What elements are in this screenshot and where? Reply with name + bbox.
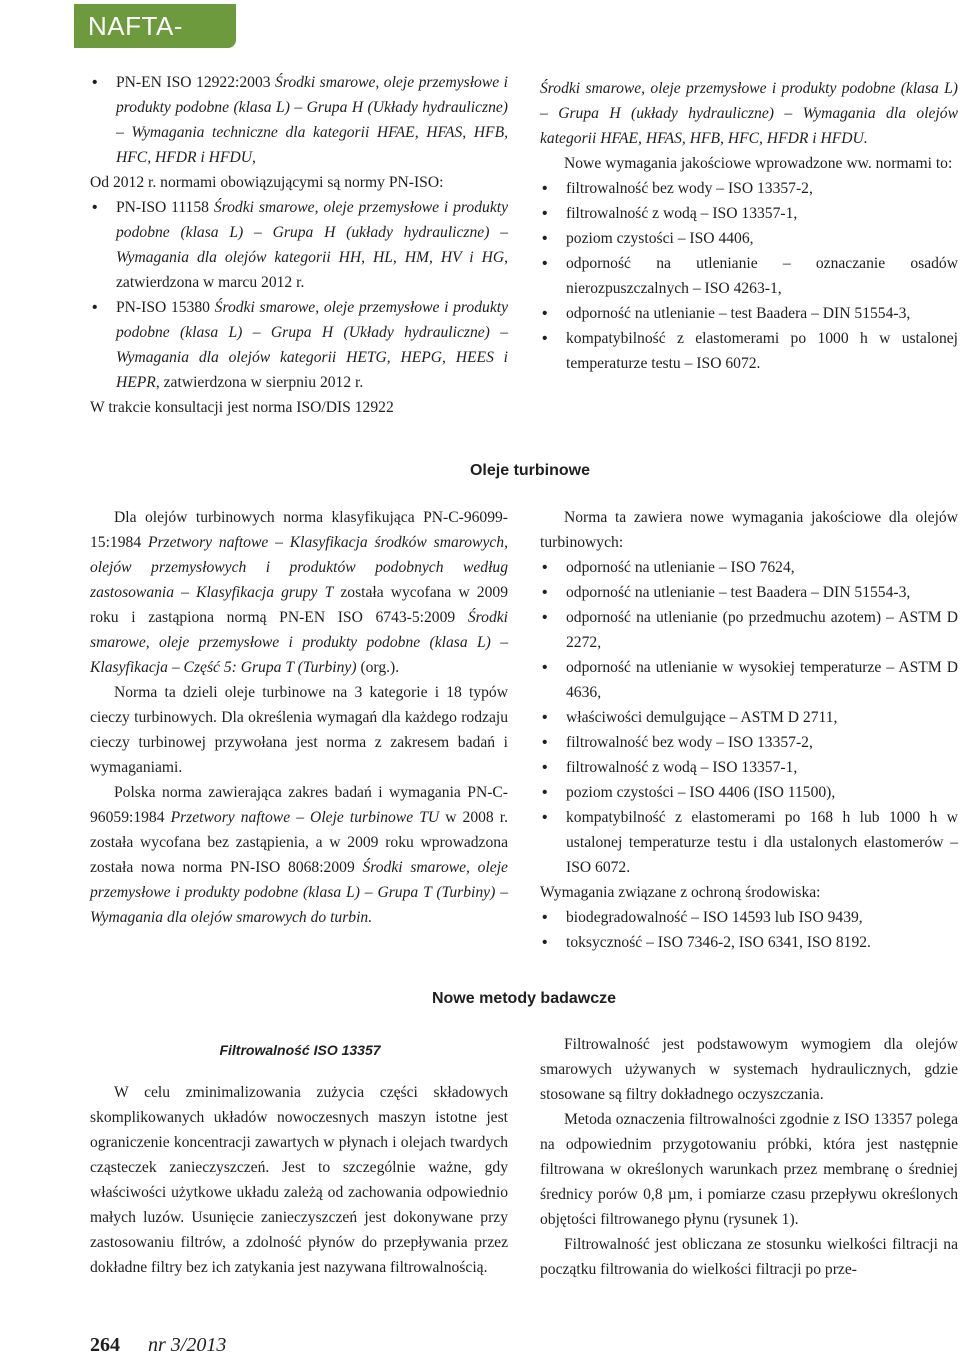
list-item: • filtrowalność bez wody – ISO 13357-2, [540,176,958,201]
section-heading-new-methods: Nowe metody badawcze [431,990,617,1007]
list-item: • odporność na utlenianie – oznaczanie osadów nierozpuszczalnych – ISO 4263-1, [540,251,958,301]
list-item: • odporność na utlenianie – ISO 7624, [540,555,958,580]
paragraph: Filtrowalność jest obliczana ze stosunku wielkości filtracji na początku filtrowania do wielkości filtracji po prze- [540,1236,958,1278]
list-item [90,195,508,295]
norm-code: PN-ISO 15380 [116,299,215,316]
turbine-left-column [90,505,508,930]
norm-title: Środki smarowe, oleje przemysłowe i produkty podobne (klasa L) – Grupa H (Układy hydrauliczne) – Wymagania dla olejów kategorii HETG, HEPG, HEES i HEPR [116,299,508,391]
norm-title: Środki smarowe, oleje przemysłowe i produkty podobne (klasa L) – Klasyfikacja – Część 5: Grupa T (Turbiny) [90,609,508,676]
top-right-column [540,76,958,376]
norm-note: , zatwierdzona w sierpniu 2012 r. [155,374,364,391]
list-item: • odporność na utlenianie (po przedmuchu azotem) – ASTM D 2272, [540,605,958,655]
turbine-right-column [540,505,958,955]
list-item: • odporność na utlenianie w wysokiej temperaturze – ASTM D 4636, [540,655,958,705]
paragraph: Od 2012 r. normami obowiązującymi są normy PN-ISO: [90,174,444,191]
paragraph: W celu zminimalizowania zużycia części składowych skomplikowanych układów nowoczesnych maszyn istotne jest ograniczenie koncentracji zawartych w płynach i olejach twardych cząsteczek zanieczyszczeń. Jest to szczególnie ważne, gdy właściwości użytkowe układu zależą od zachowania odpowiednio małych luzów. Usunięcie zanieczyszczeń jest dokonywane przy zastosowaniu filtrów, a zdolność płynów do przepływania przez dokładne filtry bez ich zatykania jest nazywana filtrowalnością. [90,1084,508,1276]
list-item [90,70,508,170]
norm-code: PN-ISO 11158 [116,199,214,216]
list-item: • kompatybilność z elastomerami po 1000 h w ustalonej temperaturze testu – ISO 6072. [540,326,958,376]
norm-code: PN-EN ISO 12922:2003 [116,74,276,91]
turbine-requirements-list [540,555,958,880]
text: w 2008 r. została wycofana bez zastąpienia, a w 2009 roku wprowadzona została nowa norma PN-ISO 8068:2009 [90,809,509,876]
environment-list [540,905,958,955]
list-item: • filtrowalność z wodą – ISO 13357-1, [540,755,958,780]
list-item: • filtrowalność bez wody – ISO 13357-2, [540,730,958,755]
list-item [90,295,508,395]
list-item: • właściwości demulgujące – ASTM D 2711, [540,705,958,730]
norm-title: Środki smarowe, oleje przemysłowe i produkty podobne (klasa L) – Grupa H (układy hydrauliczne) – Wymagania dla olejów kategorii HH, HL, HM, HV i HG [116,199,508,266]
page-footer [90,1334,226,1357]
paragraph: Norma ta dzieli oleje turbinowe na 3 kategorie i 18 typów cieczy turbinowych. Dla określenia wymagań dla każdego rodzaju cieczy turbinowej przywołana jest norma z zakresem badań i wymaganiami. [90,684,508,776]
paragraph: Nowe wymagania jakościowe wprowadzone ww. normami to: [564,155,953,172]
issue-number: nr 3/2013 [148,1334,227,1356]
norm-note: , zatwierdzona w marcu 2012 r. [116,249,508,291]
paragraph: Metoda oznaczenia filtrowalności zgodnie z ISO 13357 polega na odpowiednim przygotowaniu próbki, która jest następnie filtrowana w określonych warunkach przez membranę o średniej średnicy porów 0,8 µm, i pomiarze czasu przepływu określonych objętości filtrowanego płynu (rysunek 1). [540,1111,958,1228]
norm-list-2 [90,195,508,395]
paragraph: Wymagania związane z ochroną środowiska: [540,884,821,901]
journal-header: NAFTA-GAZ [74,4,236,48]
list-item: • biodegradowalność – ISO 14593 lub ISO 9439, [540,905,958,930]
norm-title: Środki smarowe, oleje przemysłowe i produkty podobne (klasa L) – Grupa H (układy hydrauliczne) – Wymagania dla olejów kategorii HFAE, HFAS, HFB, HFC, HFDR i HFDU. [540,80,958,147]
page-number: 264 [90,1334,120,1356]
norm-title: Środki smarowe, oleje przemysłowe i produkty podobne (klasa L) – Grupa T (Turbiny) – Wymagania dla olejów smarowych do turbin. [90,859,508,926]
section-heading-turbine-oils: Oleje turbinowe [469,462,590,479]
text: (org.). [356,659,400,676]
text: została wycofana w 2009 roku i zastąpiona normą PN-EN ISO 6743-5:2009 [90,584,508,626]
methods-right-column [540,1032,958,1282]
norm-title: Przetwory naftowe – Klasyfikacja środków smarowych, olejów przemysłowych i produktów podobnych według zastosowania – Klasyfikacja grupy T [90,534,508,601]
list-item: • toksyczność – ISO 7346-2, ISO 6341, ISO 8192. [540,930,958,955]
subsection-heading-filterability: Filtrowalność ISO 13357 [219,1042,381,1058]
paragraph: Filtrowalność jest podstawowym wymogiem dla olejów smarowych używanych w systemach hydraulicznych, gdzie stosowane są filtry dokładnego oczyszczania. [540,1036,958,1103]
methods-left-column [90,1080,508,1280]
norm-title: Przetwory naftowe – Oleje turbinowe TU [170,809,440,826]
list-item: • poziom czystości – ISO 4406, [540,226,958,251]
paragraph: W trakcie konsultacji jest norma ISO/DIS 12922 [90,399,394,416]
list-item: • filtrowalność z wodą – ISO 13357-1, [540,201,958,226]
norm-title: Środki smarowe, oleje przemysłowe i produkty podobne (klasa L) – Grupa H (Układy hydrauliczne) – Wymagania techniczne dla kategorii HFAE, HFAS, HFB, HFC, HFDR i HFDU, [116,74,508,166]
paragraph [540,76,958,151]
paragraph [90,505,508,680]
paragraph [90,780,508,930]
list-item: • odporność na utlenianie – test Baadera – DIN 51554-3, [540,580,958,605]
norm-list-1 [90,70,508,170]
requirements-list [540,176,958,376]
top-left-column [90,70,508,420]
text: Polska norma zawierająca zakres badań i wymagania PN-C-96059:1984 [90,784,508,826]
list-item: • poziom czystości – ISO 4406 (ISO 11500), [540,780,958,805]
text: Dla olejów turbinowych norma klasyfikująca PN-C-96099-15:1984 [90,509,508,551]
list-item: • kompatybilność z elastomerami po 168 h lub 1000 h w ustalonej temperaturze testu i dla ustalonych elastomerów – ISO 6072. [540,805,958,880]
paragraph: Norma ta zawiera nowe wymagania jakościowe dla olejów turbinowych: [540,509,958,551]
list-item: • odporność na utlenianie – test Baadera – DIN 51554-3, [540,301,958,326]
